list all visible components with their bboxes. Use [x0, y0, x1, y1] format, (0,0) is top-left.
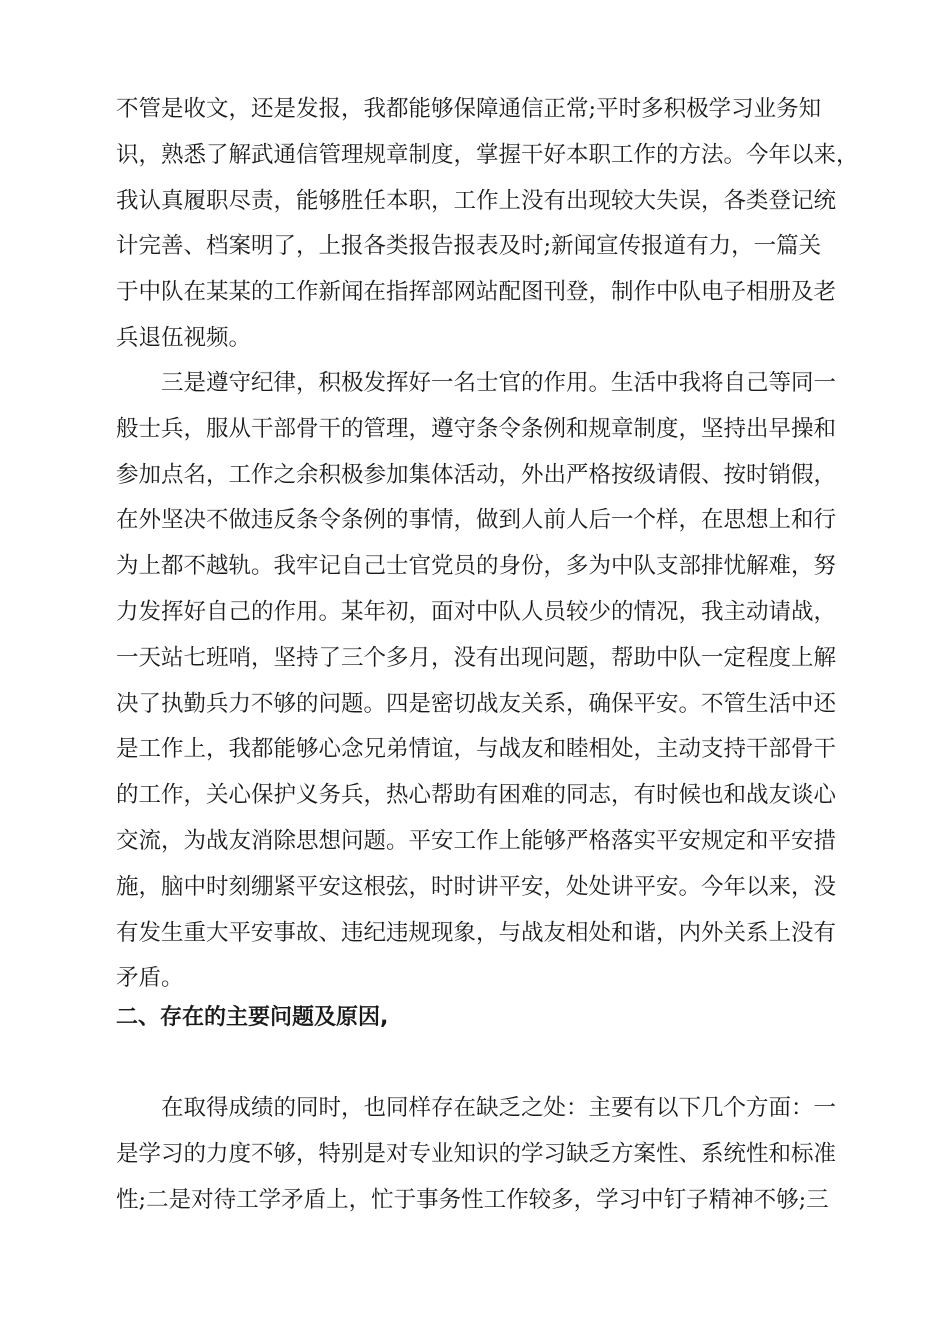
text-line: 有发生重大平安事故、违纪违规现象，与战友相处和谐，内外关系上没有 — [116, 919, 837, 946]
text-line: 力发挥好自己的作用。某年初，面对中队人员较少的情况，我主动请战， — [116, 598, 837, 625]
text-line: 是工作上，我都能够心念兄弟情谊，与战友和睦相处，主动支持干部骨干 — [116, 736, 837, 763]
text-line: 施，脑中时刻绷紧平安这根弦，时时讲平安，处处讲平安。今年以来，没 — [116, 873, 837, 900]
text-line: 在取得成绩的同时，也同样存在缺乏之处：主要有以下几个方面：一 — [161, 1095, 837, 1121]
text-line: 决了执勤兵力不够的问题。四是密切战友关系，确保平安。不管生活中还 — [116, 690, 837, 717]
text-line: 交流，为战友消除思想问题。平安工作上能够严格落实平安规定和平安措 — [116, 827, 837, 854]
text-line: 性;二是对待工学矛盾上，忙于事务性工作较多，学习中钉子精神不够;三 — [116, 1186, 829, 1213]
text-line: 我认真履职尽责，能够胜任本职，工作上没有出现较大失误，各类登记统 — [116, 187, 837, 214]
text-line: 于中队在某某的工作新闻在指挥部网站配图刊登，制作中队电子相册及老 — [116, 279, 837, 306]
paragraph-1 — [116, 87, 859, 362]
paragraph-2 — [116, 361, 836, 1002]
text-line: 参加点名，工作之余积极参加集体活动，外出严格按级请假、按时销假， — [116, 461, 837, 488]
text-line: 不管是收文，还是发报，我都能够保障通信正常;平时多积极学习业务知 — [116, 96, 822, 122]
text-line: 是学习的力度不够，特别是对专业知识的学习缺乏方案性、系统性和标准 — [116, 1140, 837, 1167]
text-line: 矛盾。 — [116, 965, 184, 992]
text-line: 为上都不越轨。我牢记自己士官党员的身份，多为中队支部排忧解难，努 — [116, 553, 837, 580]
section-heading-block — [116, 995, 836, 1041]
text-line: 兵退伍视频。 — [116, 324, 252, 351]
text-line: 三是遵守纪律，积极发挥好一名士官的作用。生活中我将自己等同一 — [161, 370, 837, 396]
paragraph-3 — [116, 1086, 836, 1223]
text-line: 的工作，关心保护义务兵，热心帮助有困难的同志，有时候也和战友谈心 — [116, 782, 837, 809]
text-line: 般士兵，服从干部骨干的管理，遵守条令条例和规章制度，坚持出早操和 — [116, 415, 837, 442]
text-line: 计完善、档案明了，上报各类报告报表及时;新闻宣传报道有力，一篇关 — [116, 233, 822, 260]
text-line: 一天站七班哨，坚持了三个多月，没有出现问题，帮助中队一定程度上解 — [116, 644, 837, 671]
section-heading: 二、存在的主要问题及原因, — [116, 1005, 389, 1030]
text-line: 在外坚决不做违反条令条例的事情，做到人前人后一个样，在思想上和行 — [116, 507, 837, 534]
text-line: 识，熟悉了解武通信管理规章制度，掌握干好本职工作的方法。今年以来， — [116, 141, 859, 168]
